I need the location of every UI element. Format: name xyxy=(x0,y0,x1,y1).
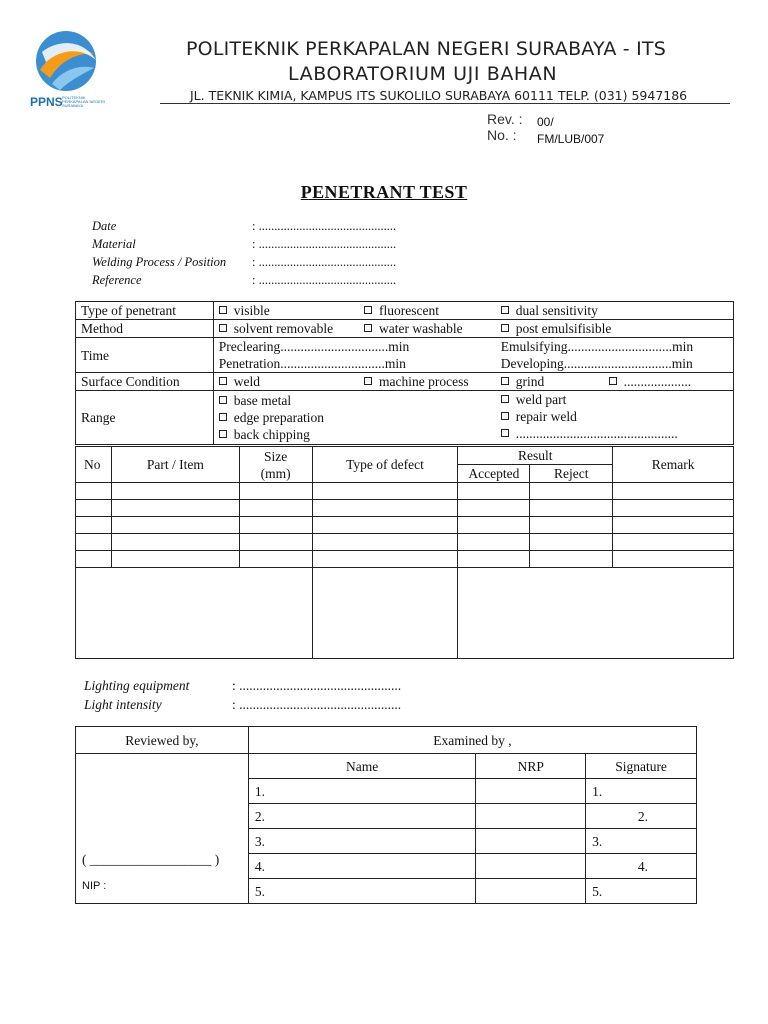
checkbox-icon[interactable] xyxy=(501,324,509,332)
checkbox-icon[interactable] xyxy=(219,396,227,404)
method-post-option[interactable]: post emulsifisible xyxy=(496,320,734,338)
nip-label: NIP : xyxy=(82,880,107,892)
examiner-row: 2. 2. xyxy=(76,804,697,829)
checkbox-icon[interactable] xyxy=(219,306,227,314)
col-result: Result xyxy=(458,447,613,465)
light-intensity-field[interactable]: : ................................................ xyxy=(232,697,402,712)
sketch-area-left[interactable] xyxy=(76,568,313,659)
date-field[interactable]: : ............................................ xyxy=(252,219,397,233)
examiner-row: 1. 1. xyxy=(76,779,697,804)
range-repair-weld-option[interactable]: repair weld xyxy=(501,408,733,425)
checkbox-icon[interactable] xyxy=(501,395,509,403)
table-row xyxy=(76,534,734,551)
time-right[interactable] xyxy=(496,338,734,373)
range-right xyxy=(496,391,734,445)
examiner-row: 4. 4. xyxy=(76,854,697,879)
header-divider xyxy=(160,103,730,104)
table-row xyxy=(76,483,734,500)
rev-label: Rev. : xyxy=(487,111,523,127)
range-edge-prep-option[interactable]: edge preparation xyxy=(219,409,496,426)
checkbox-icon[interactable] xyxy=(501,306,509,314)
surface-weld-option[interactable]: weld xyxy=(213,373,359,391)
col-reject: Reject xyxy=(530,465,613,483)
laboratory-name: LABORATORIUM UJI BAHAN xyxy=(288,63,558,85)
info-values xyxy=(252,217,396,289)
sketch-row xyxy=(76,568,734,659)
surface-other-option[interactable]: .................... xyxy=(604,373,734,391)
type-fluorescent-option[interactable]: fluorescent xyxy=(359,302,496,320)
method-water-option[interactable]: water washable xyxy=(359,320,496,338)
checkbox-icon[interactable] xyxy=(501,377,509,385)
sketch-area-middle[interactable] xyxy=(312,568,458,659)
col-name: Name xyxy=(248,754,475,779)
range-weld-part-option[interactable]: weld part xyxy=(501,391,733,408)
surface-label: Surface Condition xyxy=(76,373,214,391)
checkbox-icon[interactable] xyxy=(219,430,227,438)
checkbox-icon[interactable] xyxy=(219,377,227,385)
no-value: FM/LUB/007 xyxy=(537,132,605,146)
rev-no-values xyxy=(537,114,604,148)
date-label: Date xyxy=(92,219,117,233)
checkbox-icon[interactable] xyxy=(501,429,509,437)
reviewer-name-blank[interactable]: ( __________________ ) xyxy=(82,852,220,867)
institution-name: POLITEKNIK PERKAPALAN NEGERI SURABAYA - ITS xyxy=(186,38,666,60)
col-nrp: NRP xyxy=(476,754,586,779)
col-accepted: Accepted xyxy=(458,465,530,483)
range-back-chipping-option[interactable]: back chipping xyxy=(219,426,496,443)
lighting-values xyxy=(232,676,401,714)
method-label: Method xyxy=(76,320,214,338)
parameters-table xyxy=(75,301,734,445)
col-no: No xyxy=(76,447,112,483)
material-field[interactable]: : ............................................ xyxy=(252,237,397,251)
checkbox-icon[interactable] xyxy=(364,324,372,332)
checkbox-icon[interactable] xyxy=(609,377,617,385)
checkbox-icon[interactable] xyxy=(501,412,509,420)
surface-grind-option[interactable]: grind xyxy=(496,373,604,391)
col-remark: Remark xyxy=(613,447,734,483)
page-title: PENETRANT TEST xyxy=(300,182,468,202)
col-part: Part / Item xyxy=(111,447,239,483)
address: JL. TEKNIK KIMIA, KAMPUS ITS SUKOLILO SURABAYA 60111 TELP. (031) 5947186 xyxy=(190,88,688,103)
checkbox-icon[interactable] xyxy=(219,413,227,421)
reference-label: Reference xyxy=(92,273,142,287)
examiner-row: 3. 3. xyxy=(76,829,697,854)
welding-field[interactable]: : ............................................ xyxy=(252,255,397,269)
logo-text: PPNS xyxy=(30,95,63,109)
light-intensity-label: Light intensity xyxy=(84,697,162,712)
preclearing-field[interactable]: Preclearing................................min xyxy=(218,339,410,354)
time-left[interactable] xyxy=(213,338,496,373)
checkbox-icon[interactable] xyxy=(364,377,372,385)
material-label: Material xyxy=(92,237,136,251)
developing-field[interactable]: Developing................................min xyxy=(500,356,693,371)
type-label: Type of penetrant xyxy=(76,302,214,320)
type-dual-option[interactable]: dual sensitivity xyxy=(496,302,734,320)
reference-field[interactable]: : ............................................ xyxy=(252,273,397,287)
lighting-equipment-label: Lighting equipment xyxy=(84,678,190,693)
info-labels xyxy=(92,217,226,289)
time-label: Time xyxy=(76,338,214,373)
emulsifying-field[interactable]: Emulsifying...............................min xyxy=(500,339,694,354)
checkbox-icon[interactable] xyxy=(219,324,227,332)
range-base-metal-option[interactable]: base metal xyxy=(219,392,496,409)
checkbox-icon[interactable] xyxy=(364,306,372,314)
sketch-area-right[interactable] xyxy=(458,568,734,659)
reviewed-by-label: Reviewed by, xyxy=(76,727,249,754)
method-solvent-option[interactable]: solvent removable xyxy=(213,320,359,338)
lighting-labels xyxy=(84,676,189,714)
surface-machine-option[interactable]: machine process xyxy=(359,373,496,391)
signoff-table xyxy=(75,726,697,904)
examined-by-label: Examined by , xyxy=(248,727,696,754)
rev-value: 00/ xyxy=(537,115,554,129)
rev-no-labels xyxy=(487,111,523,143)
penetration-field[interactable]: Penetration...............................min xyxy=(218,356,406,371)
logo-subtext: POLITEKNIK PERKAPALAN NEGERI SURABAYA xyxy=(62,95,105,108)
lighting-equipment-field[interactable]: : ................................................ xyxy=(232,678,402,693)
type-visible-option[interactable]: visible xyxy=(213,302,359,320)
no-label: No. : xyxy=(487,127,517,143)
table-row xyxy=(76,517,734,534)
col-defect: Type of defect xyxy=(312,447,458,483)
range-label: Range xyxy=(76,391,214,445)
range-left xyxy=(213,391,496,445)
reviewer-sign-area[interactable] xyxy=(76,754,249,904)
welding-label: Welding Process / Position xyxy=(92,255,227,269)
col-size: Size (mm) xyxy=(239,447,312,483)
ppns-logo-icon xyxy=(32,30,102,92)
col-signature: Signature xyxy=(586,754,697,779)
table-row xyxy=(76,500,734,517)
examiner-row: 5. 5. xyxy=(76,879,697,904)
results-table xyxy=(75,446,734,659)
table-row xyxy=(76,551,734,568)
range-other-option[interactable]: ................................................ xyxy=(501,425,733,442)
